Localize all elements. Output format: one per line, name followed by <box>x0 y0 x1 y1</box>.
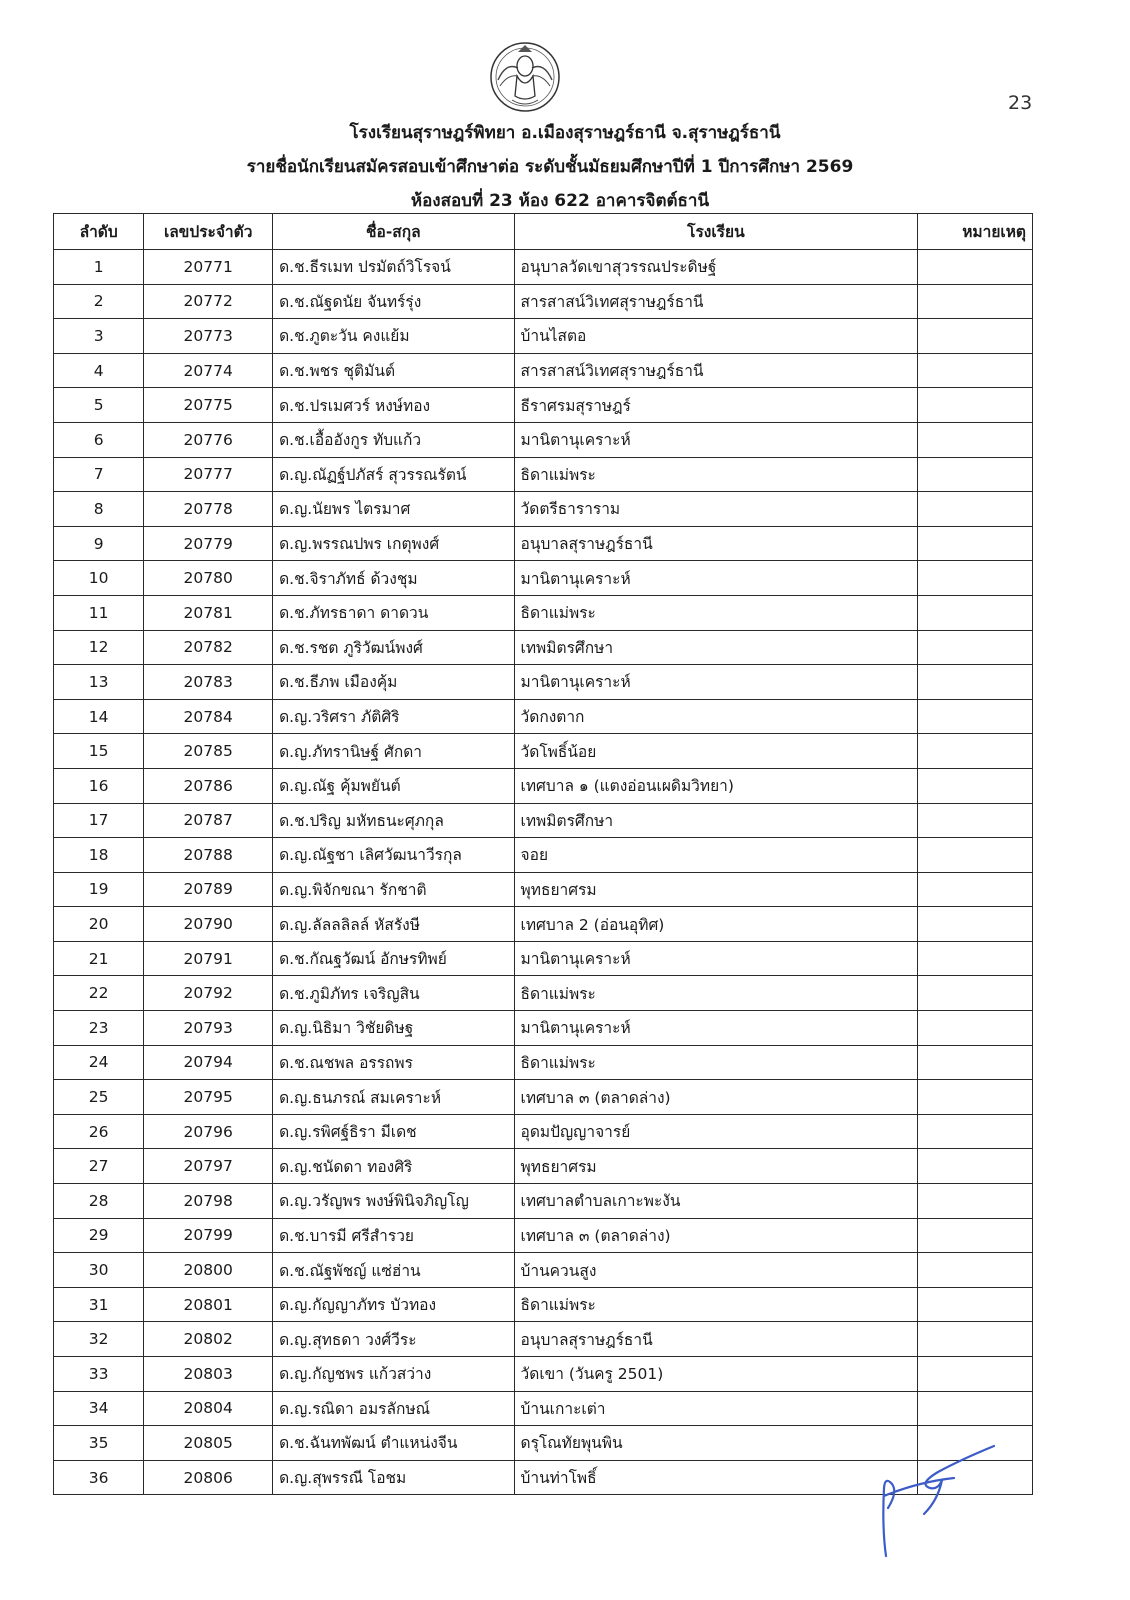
cell-no: 12 <box>54 630 144 665</box>
cell-note <box>918 872 1033 907</box>
cell-note <box>918 803 1033 838</box>
cell-student-id: 20790 <box>144 907 273 942</box>
cell-student-name: ด.ช.กัณฐวัฒน์ อักษรทิพย์ <box>273 941 514 976</box>
cell-student-name: ด.ญ.กัญชพร แก้วสว่าง <box>273 1357 514 1392</box>
cell-student-id: 20779 <box>144 526 273 561</box>
table-row <box>54 250 1033 285</box>
cell-no: 4 <box>54 353 144 388</box>
cell-school: อุดมปัญญาจารย์ <box>514 1114 918 1149</box>
cell-student-name: ด.ช.ภูตะวัน คงแย้ม <box>273 319 514 354</box>
cell-student-id: 20805 <box>144 1426 273 1461</box>
cell-note <box>918 353 1033 388</box>
cell-note <box>918 250 1033 285</box>
cell-no: 24 <box>54 1045 144 1080</box>
table-row <box>54 1218 1033 1253</box>
cell-note <box>918 1391 1033 1426</box>
cell-note <box>918 665 1033 700</box>
cell-note <box>918 838 1033 873</box>
cell-student-id: 20797 <box>144 1149 273 1184</box>
cell-note <box>918 284 1033 319</box>
cell-school: วัดตรีธาราราม <box>514 492 918 527</box>
cell-student-name: ด.ญ.นัยพร ไตรมาศ <box>273 492 514 527</box>
table-row <box>54 457 1033 492</box>
cell-student-id: 20782 <box>144 630 273 665</box>
table-row <box>54 284 1033 319</box>
cell-student-name: ด.ช.จิราภัทธ์ ด้วงชุม <box>273 561 514 596</box>
student-roster-table <box>53 213 1033 1495</box>
cell-note <box>918 1287 1033 1322</box>
cell-no: 16 <box>54 768 144 803</box>
table-row <box>54 907 1033 942</box>
cell-student-name: ด.ญ.สุพรรณี โอชม <box>273 1460 514 1495</box>
table-row <box>54 1253 1033 1288</box>
cell-student-name: ด.ช.ธีภพ เมืองคุ้ม <box>273 665 514 700</box>
header-id: เลขประจำตัว <box>144 214 273 250</box>
cell-student-name: ด.ญ.ณัฐชา เลิศวัฒนาวีรกุล <box>273 838 514 873</box>
table-row <box>54 803 1033 838</box>
table-row <box>54 734 1033 769</box>
cell-student-id: 20777 <box>144 457 273 492</box>
cell-student-name: ด.ญ.ลัลลลิลล์ หัสรังษี <box>273 907 514 942</box>
cell-note <box>918 1218 1033 1253</box>
table-header-row <box>54 214 1033 250</box>
cell-no: 25 <box>54 1080 144 1115</box>
table-row <box>54 1114 1033 1149</box>
cell-student-name: ด.ช.รชต ภูริวัฒน์พงศ์ <box>273 630 514 665</box>
cell-student-name: ด.ญ.วริศรา ภัติศิริ <box>273 699 514 734</box>
cell-student-name: ด.ญ.ธนภรณ์ สมเคราะห์ <box>273 1080 514 1115</box>
cell-note <box>918 768 1033 803</box>
cell-school: ธิดาแม่พระ <box>514 976 918 1011</box>
table-row <box>54 353 1033 388</box>
cell-student-id: 20783 <box>144 665 273 700</box>
cell-student-id: 20780 <box>144 561 273 596</box>
cell-student-id: 20799 <box>144 1218 273 1253</box>
cell-no: 34 <box>54 1391 144 1426</box>
cell-student-name: ด.ญ.พรรณปพร เกตุพงศ์ <box>273 526 514 561</box>
cell-student-id: 20803 <box>144 1357 273 1392</box>
cell-no: 36 <box>54 1460 144 1495</box>
handwritten-signature <box>868 1438 998 1568</box>
cell-note <box>918 1011 1033 1046</box>
cell-student-id: 20793 <box>144 1011 273 1046</box>
cell-student-name: ด.ช.บารมี ศรีสำรวย <box>273 1218 514 1253</box>
cell-no: 21 <box>54 941 144 976</box>
cell-no: 27 <box>54 1149 144 1184</box>
cell-student-id: 20778 <box>144 492 273 527</box>
cell-student-name: ด.ญ.นิธิมา วิชัยดิษฐ <box>273 1011 514 1046</box>
cell-no: 9 <box>54 526 144 561</box>
school-title: โรงเรียนสุราษฎร์พิทยา อ.เมืองสุราษฎร์ธานี จ.สุราษฎร์ธานี <box>349 123 781 143</box>
cell-no: 22 <box>54 976 144 1011</box>
cell-note <box>918 941 1033 976</box>
table-row <box>54 1045 1033 1080</box>
cell-student-id: 20786 <box>144 768 273 803</box>
cell-student-id: 20776 <box>144 422 273 457</box>
cell-student-id: 20771 <box>144 250 273 285</box>
cell-school: ดรุโณทัยพุนพิน <box>514 1426 918 1461</box>
cell-school: บ้านไสตอ <box>514 319 918 354</box>
cell-school: บ้านท่าโพธิ์ <box>514 1460 918 1495</box>
cell-student-name: ด.ญ.กัญญาภัทร บัวทอง <box>273 1287 514 1322</box>
table-row <box>54 319 1033 354</box>
cell-school: ธิดาแม่พระ <box>514 1287 918 1322</box>
cell-school: เทพมิตรศึกษา <box>514 803 918 838</box>
cell-student-id: 20784 <box>144 699 273 734</box>
page-number: 23 <box>1008 92 1033 114</box>
cell-student-name: ด.ญ.วรัญพร พงษ์พินิจภิญโญ <box>273 1184 514 1219</box>
cell-no: 19 <box>54 872 144 907</box>
cell-school: ธิดาแม่พระ <box>514 1045 918 1080</box>
cell-note <box>918 1357 1033 1392</box>
header-no: ลำดับ <box>54 214 144 250</box>
cell-student-id: 20774 <box>144 353 273 388</box>
cell-student-id: 20804 <box>144 1391 273 1426</box>
cell-no: 3 <box>54 319 144 354</box>
cell-student-id: 20788 <box>144 838 273 873</box>
cell-student-name: ด.ญ.ชนัดดา ทองศิริ <box>273 1149 514 1184</box>
exam-room-title: ห้องสอบที่ 23 ห้อง 622 อาคารจิตต์ธานี <box>410 191 710 211</box>
cell-school: ธีราศรมสุราษฎร์ <box>514 388 918 423</box>
cell-student-id: 20798 <box>144 1184 273 1219</box>
cell-student-name: ด.ช.ธีรเมท ปรมัตถ์วิโรจน์ <box>273 250 514 285</box>
cell-school: สารสาสน์วิเทศสุราษฎร์ธานี <box>514 353 918 388</box>
table-row <box>54 1357 1033 1392</box>
cell-no: 15 <box>54 734 144 769</box>
cell-student-id: 20801 <box>144 1287 273 1322</box>
cell-note <box>918 1045 1033 1080</box>
cell-no: 11 <box>54 595 144 630</box>
cell-no: 20 <box>54 907 144 942</box>
document-header <box>200 116 900 218</box>
table-row <box>54 422 1033 457</box>
cell-student-id: 20794 <box>144 1045 273 1080</box>
cell-student-id: 20787 <box>144 803 273 838</box>
cell-school: เทศบาล 2 (อ่อนอุทิศ) <box>514 907 918 942</box>
cell-no: 13 <box>54 665 144 700</box>
cell-student-id: 20775 <box>144 388 273 423</box>
cell-school: วัดกงตาก <box>514 699 918 734</box>
table-row <box>54 561 1033 596</box>
cell-note <box>918 907 1033 942</box>
cell-school: พุทธยาศรม <box>514 1149 918 1184</box>
school-seal-icon <box>488 40 562 114</box>
cell-no: 6 <box>54 422 144 457</box>
cell-note <box>918 734 1033 769</box>
table-row <box>54 1080 1033 1115</box>
cell-no: 35 <box>54 1426 144 1461</box>
cell-note <box>918 422 1033 457</box>
cell-note <box>918 1322 1033 1357</box>
cell-student-id: 20772 <box>144 284 273 319</box>
table-row <box>54 1391 1033 1426</box>
table-row <box>54 492 1033 527</box>
cell-no: 5 <box>54 388 144 423</box>
cell-no: 8 <box>54 492 144 527</box>
cell-no: 30 <box>54 1253 144 1288</box>
table-row <box>54 699 1033 734</box>
cell-student-id: 20802 <box>144 1322 273 1357</box>
table-row <box>54 768 1033 803</box>
cell-student-name: ด.ญ.ณัฐ คุ้มพยันต์ <box>273 768 514 803</box>
cell-school: อนุบาลสุราษฎร์ธานี <box>514 1322 918 1357</box>
cell-student-name: ด.ญ.สุทธดา วงศ์วีระ <box>273 1322 514 1357</box>
cell-school: จอย <box>514 838 918 873</box>
cell-school: เทศบาล ๓ (ตลาดล่าง) <box>514 1080 918 1115</box>
cell-student-id: 20781 <box>144 595 273 630</box>
cell-no: 23 <box>54 1011 144 1046</box>
cell-no: 2 <box>54 284 144 319</box>
cell-note <box>918 561 1033 596</box>
table-row <box>54 1149 1033 1184</box>
cell-school: วัดเขา (วันครู 2501) <box>514 1357 918 1392</box>
cell-note <box>918 595 1033 630</box>
table-row <box>54 872 1033 907</box>
cell-school: มานิตานุเคราะห์ <box>514 1011 918 1046</box>
cell-school: เทศบาล ๑ (แตงอ่อนเผดิมวิทยา) <box>514 768 918 803</box>
cell-student-id: 20806 <box>144 1460 273 1495</box>
table-row <box>54 1287 1033 1322</box>
cell-school: เทพมิตรศึกษา <box>514 630 918 665</box>
cell-note <box>918 457 1033 492</box>
header-school: โรงเรียน <box>514 214 918 250</box>
table-row <box>54 1184 1033 1219</box>
cell-no: 31 <box>54 1287 144 1322</box>
cell-note <box>918 388 1033 423</box>
cell-no: 7 <box>54 457 144 492</box>
table-row <box>54 941 1033 976</box>
cell-no: 29 <box>54 1218 144 1253</box>
cell-no: 14 <box>54 699 144 734</box>
cell-school: ธิดาแม่พระ <box>514 457 918 492</box>
cell-no: 26 <box>54 1114 144 1149</box>
cell-student-id: 20792 <box>144 976 273 1011</box>
cell-school: มานิตานุเคราะห์ <box>514 422 918 457</box>
cell-no: 1 <box>54 250 144 285</box>
cell-school: พุทธยาศรม <box>514 872 918 907</box>
cell-school: อนุบาลวัดเขาสุวรรณประดิษฐ์ <box>514 250 918 285</box>
table-row <box>54 526 1033 561</box>
cell-student-name: ด.ช.พชร ชุติมันต์ <box>273 353 514 388</box>
cell-note <box>918 319 1033 354</box>
cell-student-name: ด.ช.ณชพล อรรถพร <box>273 1045 514 1080</box>
cell-student-id: 20796 <box>144 1114 273 1149</box>
cell-student-name: ด.ญ.พิจักขณา รักชาติ <box>273 872 514 907</box>
cell-student-id: 20795 <box>144 1080 273 1115</box>
cell-note <box>918 976 1033 1011</box>
table-row <box>54 838 1033 873</box>
cell-no: 32 <box>54 1322 144 1357</box>
cell-student-name: ด.ช.ปริญ มหัทธนะศุภกุล <box>273 803 514 838</box>
cell-note <box>918 1184 1033 1219</box>
cell-student-name: ด.ช.ภัทรธาดา ดาดวน <box>273 595 514 630</box>
cell-no: 33 <box>54 1357 144 1392</box>
cell-student-name: ด.ช.ภูมิภัทร เจริญสิน <box>273 976 514 1011</box>
cell-student-id: 20791 <box>144 941 273 976</box>
cell-school: วัดโพธิ์น้อย <box>514 734 918 769</box>
table-row <box>54 595 1033 630</box>
cell-student-name: ด.ช.เอื้ออังกูร ทับแก้ว <box>273 422 514 457</box>
table-row <box>54 1011 1033 1046</box>
cell-school: มานิตานุเคราะห์ <box>514 941 918 976</box>
cell-note <box>918 699 1033 734</box>
cell-no: 28 <box>54 1184 144 1219</box>
table-row <box>54 630 1033 665</box>
cell-student-id: 20773 <box>144 319 273 354</box>
cell-school: บ้านเกาะเต่า <box>514 1391 918 1426</box>
cell-school: เทศบาลตำบลเกาะพะงัน <box>514 1184 918 1219</box>
cell-student-name: ด.ช.ฉันทพัฒน์ ตำแหน่งจีน <box>273 1426 514 1461</box>
cell-student-id: 20789 <box>144 872 273 907</box>
list-title: รายชื่อนักเรียนสมัครสอบเข้าศึกษาต่อ ระดับชั้นมัธยมศึกษาปีที่ 1 ปีการศึกษา 2569 <box>246 157 854 177</box>
cell-no: 18 <box>54 838 144 873</box>
cell-student-name: ด.ญ.ภัทรานิษฐ์ ศักดา <box>273 734 514 769</box>
cell-school: เทศบาล ๓ (ตลาดล่าง) <box>514 1218 918 1253</box>
cell-note <box>918 1114 1033 1149</box>
cell-student-name: ด.ช.ณัฐดนัย จันทร์รุ่ง <box>273 284 514 319</box>
cell-no: 10 <box>54 561 144 596</box>
header-name: ชื่อ-สกุล <box>273 214 514 250</box>
cell-student-name: ด.ญ.รณิดา อมรลักษณ์ <box>273 1391 514 1426</box>
cell-school: มานิตานุเคราะห์ <box>514 561 918 596</box>
cell-school: มานิตานุเคราะห์ <box>514 665 918 700</box>
table-row <box>54 1322 1033 1357</box>
cell-school: อนุบาลสุราษฎร์ธานี <box>514 526 918 561</box>
cell-student-name: ด.ญ.รพิศฐ์ธิรา มีเดช <box>273 1114 514 1149</box>
cell-note <box>918 630 1033 665</box>
cell-student-id: 20785 <box>144 734 273 769</box>
table-row <box>54 665 1033 700</box>
cell-school: ธิดาแม่พระ <box>514 595 918 630</box>
cell-school: บ้านควนสูง <box>514 1253 918 1288</box>
cell-student-id: 20800 <box>144 1253 273 1288</box>
cell-note <box>918 1149 1033 1184</box>
cell-school: สารสาสน์วิเทศสุราษฎร์ธานี <box>514 284 918 319</box>
cell-no: 17 <box>54 803 144 838</box>
cell-note <box>918 492 1033 527</box>
cell-student-name: ด.ช.ณัฐพัชญ์ แซ่ฮ่าน <box>273 1253 514 1288</box>
cell-note <box>918 1253 1033 1288</box>
cell-note <box>918 1080 1033 1115</box>
table-row <box>54 388 1033 423</box>
cell-student-name: ด.ญ.ณัฏฐ์ปภัสร์ สุวรรณรัตน์ <box>273 457 514 492</box>
cell-note <box>918 526 1033 561</box>
cell-student-name: ด.ช.ปรเมศวร์ หงษ์ทอง <box>273 388 514 423</box>
header-note: หมายเหตุ <box>918 214 1033 250</box>
table-row <box>54 976 1033 1011</box>
